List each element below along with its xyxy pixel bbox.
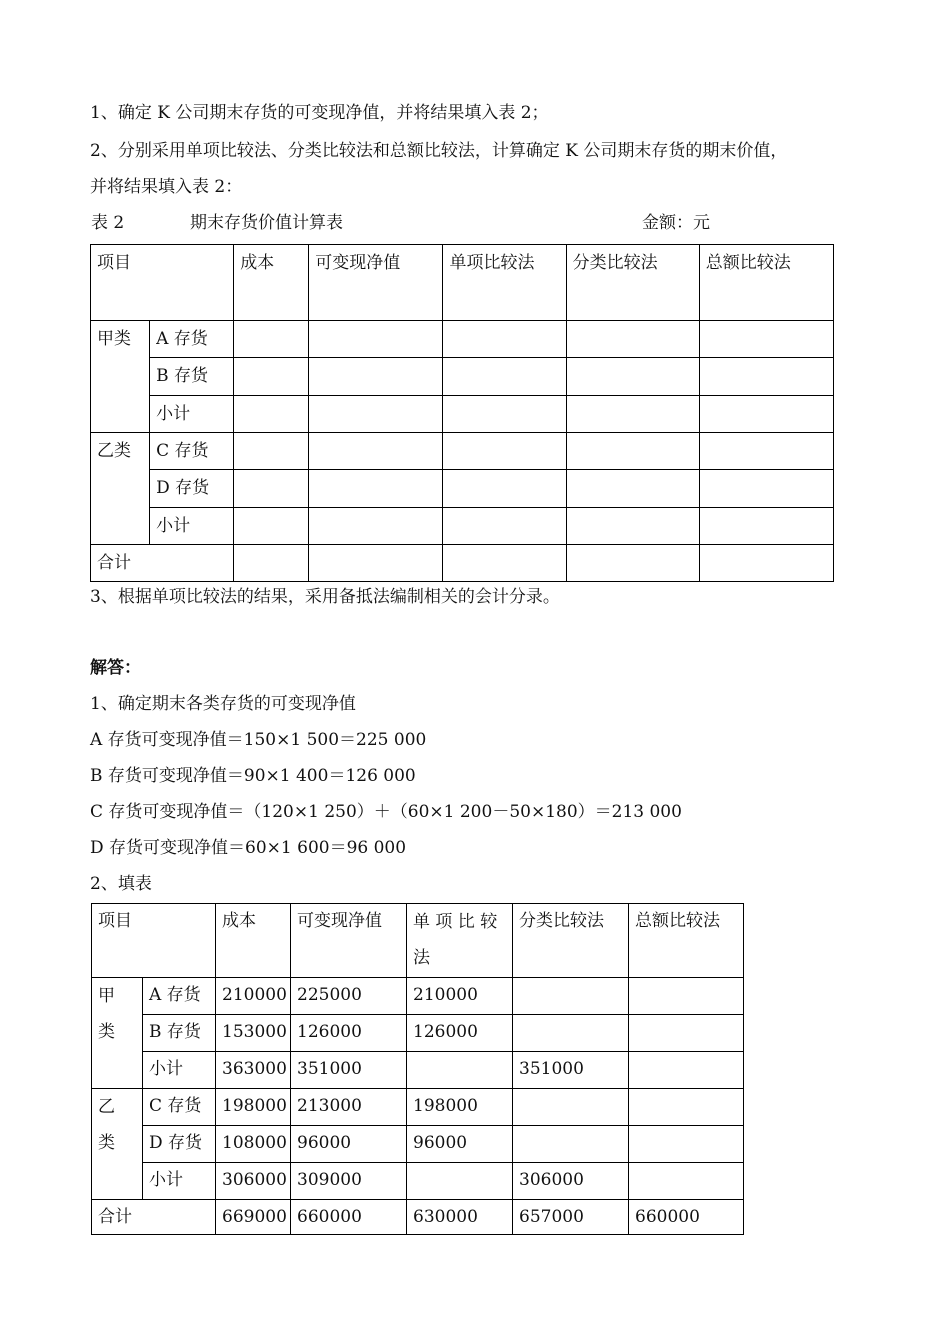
row-cost: 108000: [216, 1126, 291, 1163]
table-cell: [234, 358, 309, 396]
row-cost: 363000: [216, 1052, 291, 1089]
row-total: [629, 1052, 744, 1089]
group-b-label: 乙类: [91, 433, 150, 545]
group-a-char-2: 类: [98, 1022, 115, 1042]
row-single: [407, 1163, 513, 1200]
table-cell: [309, 545, 443, 582]
table-cell: [443, 321, 566, 358]
header-category: 分类比较法: [566, 245, 699, 321]
group-a-label: 甲类: [91, 321, 150, 433]
row-total: [629, 978, 744, 1015]
table-cell: [443, 396, 566, 433]
question-1: 1、确定 K 公司期末存货的可变现净值，并将结果填入表 2；: [90, 103, 549, 123]
row-single: 210000: [407, 978, 513, 1015]
total-single: 630000: [407, 1200, 513, 1235]
calc-b: B 存货可变现净值＝90×1 400＝126 000: [90, 766, 416, 786]
row-category: 351000: [513, 1052, 629, 1089]
table-cell: [443, 508, 566, 545]
row-item: 小计: [143, 1163, 216, 1200]
table-cell: [443, 470, 566, 508]
table-cell: [443, 358, 566, 396]
table-cell: [309, 396, 443, 433]
question-2-line-2: 并将结果填入表 2：: [90, 177, 243, 197]
header-item: 项目: [92, 904, 216, 978]
row-total: [629, 1089, 744, 1126]
row-item: 小计: [143, 1052, 216, 1089]
row-category: [513, 1126, 629, 1163]
total-label: 合计: [92, 1200, 216, 1235]
table-cell: [566, 433, 699, 470]
row-item: B 存货: [143, 1015, 216, 1052]
calc-c: C 存货可变现净值＝（120×1 250）＋（60×1 200－50×180）＝213 000: [90, 802, 682, 822]
item-label: C 存货: [150, 433, 234, 470]
table-cell: [566, 321, 699, 358]
table-cell: [566, 470, 699, 508]
question-3: 3、根据单项比较法的结果，采用备抵法编制相关的会计分录。: [90, 587, 560, 607]
group-a-char-1: 甲: [98, 986, 115, 1006]
total-nrv: 660000: [291, 1200, 407, 1235]
answer-heading: 解答：: [90, 658, 141, 678]
table-cell: [699, 358, 833, 396]
row-nrv: 309000: [291, 1163, 407, 1200]
table-cell: [699, 321, 833, 358]
header-single-line-1: 单 项 比 较: [413, 912, 498, 932]
row-cost: 306000: [216, 1163, 291, 1200]
table-cell: [309, 433, 443, 470]
row-category: [513, 978, 629, 1015]
row-cost: 153000: [216, 1015, 291, 1052]
row-cost: 198000: [216, 1089, 291, 1126]
header-nrv: 可变现净值: [309, 245, 443, 321]
table-cell: [566, 396, 699, 433]
group-b-label: [92, 1089, 143, 1200]
item-label: A 存货: [150, 321, 234, 358]
row-category: [513, 1089, 629, 1126]
item-label: 小计: [150, 508, 234, 545]
answer-step-1: 1、确定期末各类存货的可变现净值: [90, 694, 356, 714]
item-label: B 存货: [150, 358, 234, 396]
total-total: 660000: [629, 1200, 744, 1235]
header-cost: 成本: [234, 245, 309, 321]
amount-unit: 金额：元: [642, 213, 710, 233]
row-total: [629, 1126, 744, 1163]
table-cell: [309, 508, 443, 545]
table-cell: [566, 508, 699, 545]
table-cell: [443, 433, 566, 470]
row-single: 126000: [407, 1015, 513, 1052]
row-total: [629, 1163, 744, 1200]
table-cell: [234, 396, 309, 433]
table-label: 表 2: [91, 213, 125, 233]
total-category: 657000: [513, 1200, 629, 1235]
row-nrv: 351000: [291, 1052, 407, 1089]
row-nrv: 213000: [291, 1089, 407, 1126]
row-nrv: 225000: [291, 978, 407, 1015]
table-cell: [234, 470, 309, 508]
row-single: 198000: [407, 1089, 513, 1126]
header-cost: 成本: [216, 904, 291, 978]
group-a-label: [92, 978, 143, 1089]
table-cell: [234, 321, 309, 358]
row-nrv: 96000: [291, 1126, 407, 1163]
calc-a: A 存货可变现净值＝150×1 500＝225 000: [90, 730, 427, 750]
answer-table: [91, 903, 744, 1235]
header-nrv: 可变现净值: [291, 904, 407, 978]
row-nrv: 126000: [291, 1015, 407, 1052]
header-total: 总额比较法: [699, 245, 833, 321]
table-cell: [566, 545, 699, 582]
group-b-char-1: 乙: [98, 1097, 115, 1117]
header-single: 单项比较法: [443, 245, 566, 321]
calc-d: D 存货可变现净值＝60×1 600＝96 000: [90, 838, 407, 858]
header-item: 项目: [91, 245, 234, 321]
table-cell: [234, 433, 309, 470]
table-title: 期末存货价值计算表: [190, 213, 343, 233]
row-single: [407, 1052, 513, 1089]
table-cell: [699, 433, 833, 470]
table-cell: [699, 508, 833, 545]
group-b-char-2: 类: [98, 1133, 115, 1153]
total-label: 合计: [91, 545, 234, 582]
table-cell: [699, 470, 833, 508]
header-single-line-2: 法: [413, 948, 430, 968]
row-single: 96000: [407, 1126, 513, 1163]
row-item: D 存货: [143, 1126, 216, 1163]
table-cell: [443, 545, 566, 582]
question-2-line-1: 2、分别采用单项比较法、分类比较法和总额比较法，计算确定 K 公司期末存货的期末价值，: [90, 141, 788, 161]
item-label: 小计: [150, 396, 234, 433]
row-category: 306000: [513, 1163, 629, 1200]
row-cost: 210000: [216, 978, 291, 1015]
row-category: [513, 1015, 629, 1052]
table-cell: [699, 396, 833, 433]
table-cell: [566, 358, 699, 396]
table-cell: [234, 545, 309, 582]
total-cost: 669000: [216, 1200, 291, 1235]
header-category: 分类比较法: [513, 904, 629, 978]
table-cell: [234, 508, 309, 545]
header-total: 总额比较法: [629, 904, 744, 978]
row-item: A 存货: [143, 978, 216, 1015]
table-cell: [309, 358, 443, 396]
row-total: [629, 1015, 744, 1052]
answer-step-2: 2、填表: [90, 874, 152, 894]
blank-calculation-table: [90, 244, 834, 582]
item-label: D 存货: [150, 470, 234, 508]
row-item: C 存货: [143, 1089, 216, 1126]
table-cell: [699, 545, 833, 582]
table-cell: [309, 470, 443, 508]
table-cell: [309, 321, 443, 358]
header-single: [407, 904, 513, 978]
